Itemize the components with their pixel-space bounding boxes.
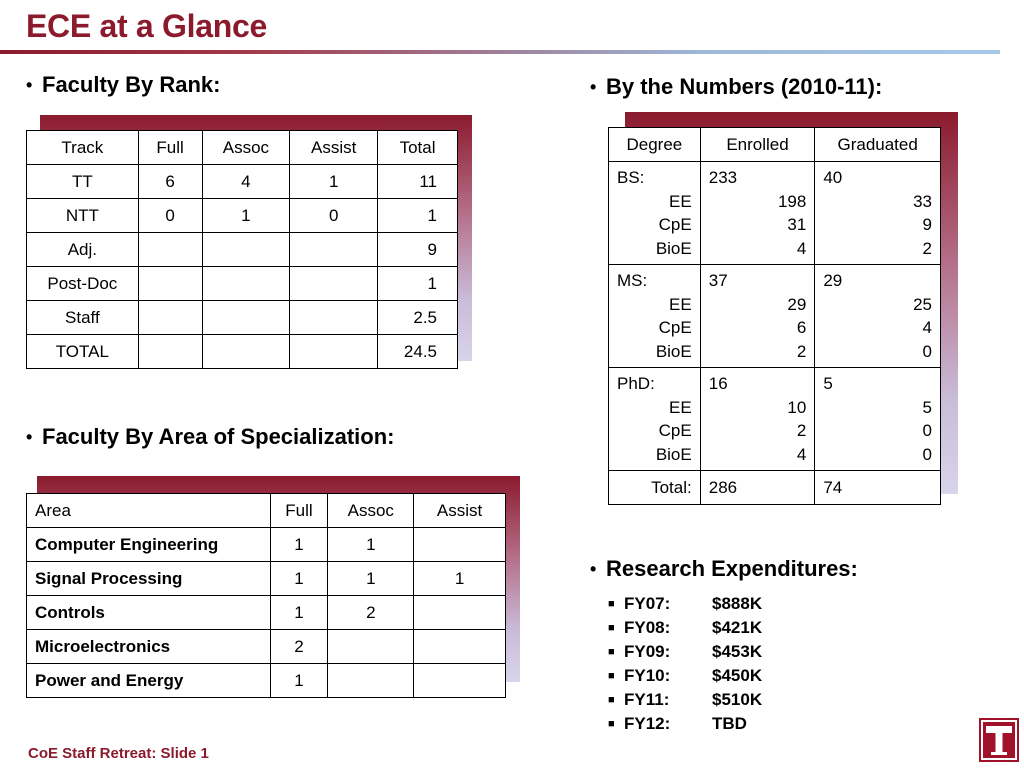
degree-program: BioE bbox=[655, 341, 692, 361]
rank-cell bbox=[138, 335, 202, 369]
amount: $510K bbox=[712, 690, 763, 709]
rank-cell: TT bbox=[27, 165, 139, 199]
rank-cell: TOTAL bbox=[27, 335, 139, 369]
square-bullet-icon: ■ bbox=[608, 694, 615, 706]
graduated-value: 9 bbox=[922, 215, 932, 234]
rank-cell: 11 bbox=[378, 165, 458, 199]
graduated-total: 40 bbox=[823, 168, 843, 187]
amount: $450K bbox=[712, 666, 763, 685]
degree-level: MS: bbox=[617, 271, 648, 290]
degree-cell bbox=[609, 265, 701, 368]
graduated-value: 25 bbox=[913, 294, 932, 314]
rank-cell bbox=[138, 233, 202, 267]
rank-header-cell: Full bbox=[138, 131, 202, 165]
list-item bbox=[608, 640, 762, 664]
rank-cell bbox=[202, 301, 290, 335]
table-row bbox=[27, 664, 506, 698]
bullet-dot: • bbox=[26, 74, 33, 95]
list-item bbox=[608, 664, 762, 688]
amount: $453K bbox=[712, 642, 763, 661]
enrolled-grand-total: 286 bbox=[700, 471, 815, 505]
area-cell: 1 bbox=[328, 528, 414, 562]
area-cell: 1 bbox=[270, 528, 328, 562]
fiscal-year: FY10: bbox=[624, 666, 671, 685]
degree-program: BioE bbox=[655, 444, 692, 464]
rank-cell: 1 bbox=[378, 267, 458, 301]
enrolled-cell bbox=[700, 265, 815, 368]
rank-cell: Post-Doc bbox=[27, 267, 139, 301]
area-cell: 1 bbox=[270, 596, 328, 630]
rank-cell bbox=[290, 301, 378, 335]
graduated-value: 4 bbox=[922, 318, 932, 337]
fiscal-year: FY12: bbox=[624, 714, 671, 733]
rank-cell: 0 bbox=[138, 199, 202, 233]
table-row bbox=[27, 528, 506, 562]
enrolled-value: 31 bbox=[787, 215, 807, 234]
enrolled-total: 16 bbox=[708, 374, 728, 393]
bullet-dot: • bbox=[26, 426, 33, 447]
area-cell: Power and Energy bbox=[27, 664, 271, 698]
rank-cell: 1 bbox=[378, 199, 458, 233]
rank-cell bbox=[202, 335, 290, 369]
fiscal-year: FY09: bbox=[624, 642, 671, 661]
degree-program: CpE bbox=[658, 215, 692, 234]
graduated-cell bbox=[815, 368, 941, 471]
rank-cell: 24.5 bbox=[378, 335, 458, 369]
graduated-grand-total: 74 bbox=[815, 471, 941, 505]
enrolled-value: 2 bbox=[796, 421, 807, 440]
area-table bbox=[26, 493, 506, 698]
table-row-total bbox=[609, 471, 941, 505]
graduated-cell bbox=[815, 265, 941, 368]
enrolled-value: 4 bbox=[796, 238, 807, 258]
numbers-table bbox=[608, 127, 941, 505]
rank-header-cell: Total bbox=[378, 131, 458, 165]
area-cell bbox=[328, 630, 414, 664]
list-item bbox=[608, 712, 762, 736]
area-header-cell: Full bbox=[270, 494, 328, 528]
graduated-value: 0 bbox=[922, 341, 932, 361]
fiscal-year: FY07: bbox=[624, 594, 671, 613]
enrolled-total: 37 bbox=[708, 271, 728, 290]
expenditures-list bbox=[608, 592, 762, 736]
enrolled-value: 198 bbox=[777, 191, 807, 211]
degree-program: EE bbox=[669, 191, 692, 211]
page-title: ECE at a Glance bbox=[26, 8, 267, 44]
area-cell: 2 bbox=[328, 596, 414, 630]
square-bullet-icon: ■ bbox=[608, 670, 615, 682]
bullet-dot: • bbox=[590, 558, 597, 579]
rank-cell: 0 bbox=[290, 199, 378, 233]
table-row bbox=[27, 199, 458, 233]
area-cell bbox=[414, 596, 506, 630]
amount: $421K bbox=[712, 618, 763, 637]
graduated-value: 2 bbox=[922, 238, 932, 258]
section-expenditures bbox=[590, 556, 858, 582]
rank-cell: 1 bbox=[290, 165, 378, 199]
rank-cell: Adj. bbox=[27, 233, 139, 267]
footer: CoE Staff Retreat: Slide 1 bbox=[28, 745, 209, 762]
university-logo-icon bbox=[979, 718, 1019, 762]
area-cell bbox=[328, 664, 414, 698]
area-header-cell: Area bbox=[27, 494, 271, 528]
square-bullet-icon: ■ bbox=[608, 718, 615, 730]
graduated-total: 5 bbox=[823, 374, 833, 393]
table-row bbox=[609, 265, 941, 368]
section-area bbox=[26, 424, 395, 450]
square-bullet-icon: ■ bbox=[608, 622, 615, 634]
list-item bbox=[608, 616, 762, 640]
degree-program: EE bbox=[669, 294, 692, 314]
section-rank-label: Faculty By Rank: bbox=[42, 72, 221, 97]
title-rule bbox=[0, 50, 1000, 54]
graduated-value: 33 bbox=[913, 191, 932, 211]
enrolled-value: 2 bbox=[796, 341, 807, 361]
rank-cell: 2.5 bbox=[378, 301, 458, 335]
bullet-dot: • bbox=[590, 76, 597, 97]
enrolled-cell bbox=[700, 162, 815, 265]
area-cell: 1 bbox=[270, 562, 328, 596]
amount: TBD bbox=[712, 714, 747, 733]
graduated-value: 0 bbox=[922, 444, 932, 464]
degree-program: BioE bbox=[655, 238, 692, 258]
table-row bbox=[27, 630, 506, 664]
area-cell: Controls bbox=[27, 596, 271, 630]
area-cell: 1 bbox=[414, 562, 506, 596]
rank-cell: 4 bbox=[202, 165, 290, 199]
rank-header-cell: Assist bbox=[290, 131, 378, 165]
fiscal-year: FY08: bbox=[624, 618, 671, 637]
rank-cell bbox=[138, 301, 202, 335]
enrolled-cell bbox=[700, 368, 815, 471]
table-row bbox=[27, 335, 458, 369]
rank-cell: 6 bbox=[138, 165, 202, 199]
degree-level: PhD: bbox=[617, 374, 655, 393]
table-row bbox=[27, 301, 458, 335]
table-row bbox=[27, 233, 458, 267]
section-rank bbox=[26, 72, 221, 98]
degree-cell bbox=[609, 368, 701, 471]
area-cell: Signal Processing bbox=[27, 562, 271, 596]
rank-cell bbox=[202, 233, 290, 267]
list-item bbox=[608, 688, 762, 712]
rank-cell: 9 bbox=[378, 233, 458, 267]
area-cell: 1 bbox=[328, 562, 414, 596]
table-row bbox=[609, 368, 941, 471]
rank-cell bbox=[202, 267, 290, 301]
enrolled-value: 6 bbox=[796, 318, 807, 337]
rank-cell: Staff bbox=[27, 301, 139, 335]
table-row bbox=[27, 596, 506, 630]
graduated-value: 0 bbox=[922, 421, 932, 440]
enrolled-value: 29 bbox=[787, 294, 807, 314]
table-row bbox=[27, 165, 458, 199]
area-cell bbox=[414, 664, 506, 698]
degree-program: EE bbox=[669, 397, 692, 417]
section-numbers-label: By the Numbers (2010-11): bbox=[606, 74, 883, 99]
graduated-total: 29 bbox=[823, 271, 843, 290]
numbers-header-cell: Degree bbox=[609, 128, 701, 162]
area-cell: 1 bbox=[270, 664, 328, 698]
table-row bbox=[609, 162, 941, 265]
area-cell: 2 bbox=[270, 630, 328, 664]
section-area-label: Faculty By Area of Specialization: bbox=[42, 424, 395, 449]
area-header-cell: Assoc bbox=[328, 494, 414, 528]
graduated-cell bbox=[815, 162, 941, 265]
rank-header-cell: Track bbox=[27, 131, 139, 165]
degree-level: BS: bbox=[617, 168, 645, 187]
rank-cell bbox=[290, 335, 378, 369]
fiscal-year: FY11: bbox=[624, 690, 670, 709]
rank-table bbox=[26, 130, 458, 369]
list-item bbox=[608, 592, 762, 616]
rank-cell bbox=[290, 267, 378, 301]
degree-cell bbox=[609, 162, 701, 265]
square-bullet-icon: ■ bbox=[608, 598, 615, 610]
rank-cell: 1 bbox=[202, 199, 290, 233]
enrolled-value: 10 bbox=[787, 397, 807, 417]
area-cell bbox=[414, 630, 506, 664]
numbers-header-cell: Graduated bbox=[815, 128, 941, 162]
area-cell: Microelectronics bbox=[27, 630, 271, 664]
total-label: Total: bbox=[609, 471, 701, 505]
degree-program: CpE bbox=[658, 318, 692, 337]
area-cell: Computer Engineering bbox=[27, 528, 271, 562]
area-header-cell: Assist bbox=[414, 494, 506, 528]
rank-cell bbox=[290, 233, 378, 267]
rank-cell: NTT bbox=[27, 199, 139, 233]
enrolled-total: 233 bbox=[708, 168, 738, 187]
graduated-value: 5 bbox=[922, 397, 932, 417]
section-expenditures-label: Research Expenditures: bbox=[606, 556, 858, 581]
amount: $888K bbox=[712, 594, 763, 613]
section-numbers bbox=[590, 74, 882, 100]
rank-header-cell: Assoc bbox=[202, 131, 290, 165]
degree-program: CpE bbox=[658, 421, 692, 440]
square-bullet-icon: ■ bbox=[608, 646, 615, 658]
numbers-header-cell: Enrolled bbox=[700, 128, 815, 162]
enrolled-value: 4 bbox=[796, 444, 807, 464]
rank-cell bbox=[138, 267, 202, 301]
table-row bbox=[27, 267, 458, 301]
area-cell bbox=[414, 528, 506, 562]
table-row bbox=[27, 562, 506, 596]
